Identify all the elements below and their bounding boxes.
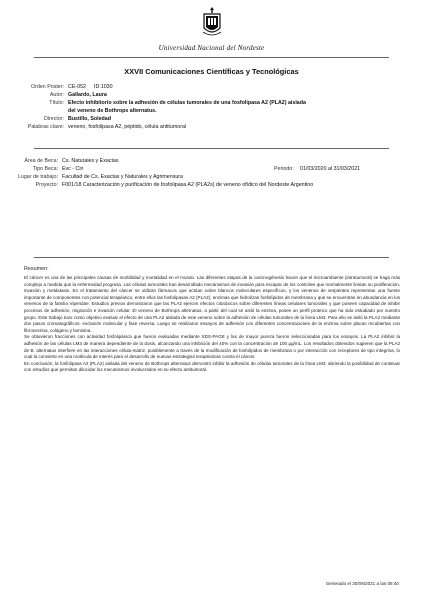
lugar-value: Facultad de Cs. Exactas y Naturales y Agrimensura <box>62 174 183 180</box>
periodo-value: 01/03/2020 al 31/03/2021 <box>300 166 361 172</box>
periodo-label: Periodo: <box>274 166 294 172</box>
institution-name: Universidad Nacional del Nordeste <box>158 44 265 52</box>
autor-value: Gallardo, Laura <box>68 92 107 98</box>
abstract-label: Resumen: <box>24 266 49 272</box>
titulo-value-line-2: del veneno de Bothrops alternatus. <box>68 107 157 114</box>
orden-label: Orden Poster: <box>31 84 64 90</box>
header-divider <box>34 57 389 58</box>
tipo-value: Evc - Cin <box>62 166 84 172</box>
generated-timestamp: Generado el 30/09/2021 a las 08:40 <box>325 581 399 586</box>
director-label: Director: <box>43 116 64 122</box>
page-header <box>0 6 423 52</box>
abstract-paragraph-3: En conclusión, la fosfolipasa A2 (PLA2) aislada del veneno de Bothrops alternatus demostró inhibir la adhesión de células tumorales de la línea LM3, abriendo la posibilidad de continuar con estudios que permitan dilucidar los mecanismos involucrados en su efecto antitumoral. <box>24 360 400 373</box>
abstract-body <box>24 275 400 374</box>
event-title: XXVII Comunicaciones Científicas y Tecnológicas <box>124 67 299 76</box>
record-block <box>0 84 423 154</box>
orden-value: CE-052 <box>68 84 86 90</box>
palabras-label: Palabras clave: <box>27 124 64 130</box>
titulo-value-line-1: Efecto inhibitorio sobre la adhesión de células tumorales de una fosfolipasa A2 (PLA2) aislada <box>68 100 306 106</box>
orden-code: ID:1030 <box>94 84 113 90</box>
classification-block <box>0 158 423 208</box>
proyecto-label: Proyecto: <box>35 182 58 188</box>
abstract-paragraph-2: Se obtuvieron fracciones con actividad fosfolipásica que fueron evaluadas mediante SDS-PAGE y las de mayor pureza fueron seleccionadas para los ensayos. La PLA2 inhibió la adhesión de las células LM3 de manera dependiente de la dosis, alcanzando una inhibición del 40% con la concentración de 100 µg/mL. Los resultados obtenidos sugieren que la PLA2 de B. alternatus interfiere en las interacciones célula-matriz, posiblemente a través de la modificación de fosfolípidos de membrana o por interacción con receptores de tipo integrina, lo cual la convierte en una molécula de interés para el desarrollo de nuevas estrategias terapéuticas contra el cáncer. <box>24 334 400 360</box>
area-label: Área de Beca: <box>24 158 58 164</box>
proyecto-value: F001/18 Caracterización y purificación de fosfolipasa A2 (PLA2s) de veneno ofídico del Nordeste Argentino <box>62 182 314 188</box>
abstract-paragraph-1: El cáncer es una de las principales causas de morbilidad y mortalidad en el mundo. Las diferentes etapas de la carcinogénesis hacen que el microambiente (intratumoral) se haga más complejo a medida que la enfermedad progresa. Las células tumorales han desarrollado mecanismos de invasión para escapar de los controles que normalmente limitan su proliferación, invasión y metástasis. En el tratamiento del cáncer se utilizan fármacos que actúan sobre blancos moleculares específicos, y los venenos de serpientes representan una fuente importante de componentes con potencial terapéutico, entre ellos las fosfolipasas A2 (PLA2), enzimas que hidrolizan fosfolípidos de membrana y que se encuentran en abundancia en los venenos de la familia Viperidae. Estudios previos demostraron que las PLA2 ejercen efectos citotóxicos sobre diferentes líneas celulares tumorales y que poseen capacidad de inhibir procesos de adhesión, migración e invasión celular. El veneno de Bothrops alternatus, a partir del cual se aisló la enzima, posee un perfil proteico que ha sido estudiado por nuestro grupo. Este trabajo tuvo como objetivo evaluar el efecto de una PLA2 aislada de este veneno sobre la adhesión de células tumorales de la línea LM3. Para ello se aisló la PLA2 mediante dos pasos cromatográficos: exclusión molecular y fase reversa. Luego se realizaron ensayos de adhesión con diferentes concentraciones de la enzima sobre placas recubiertas con fibronectina, colágeno y laminina. <box>24 275 400 333</box>
record-divider <box>34 148 389 149</box>
area-value: Cs. Naturales y Exactas <box>62 158 119 164</box>
abstract-divider <box>34 257 389 258</box>
autor-label: Autor: <box>49 92 64 98</box>
lugar-label: Lugar de trabajo: <box>17 174 58 180</box>
university-seal-icon <box>201 6 223 38</box>
director-value: Bustillo, Soledad <box>68 116 111 122</box>
titulo-label: Título: <box>49 100 64 106</box>
palabras-value: veneno, fosfolipasa A2, péptido, célula antitumoral <box>68 124 187 130</box>
tipo-label: Tipo Beca: <box>32 166 58 172</box>
